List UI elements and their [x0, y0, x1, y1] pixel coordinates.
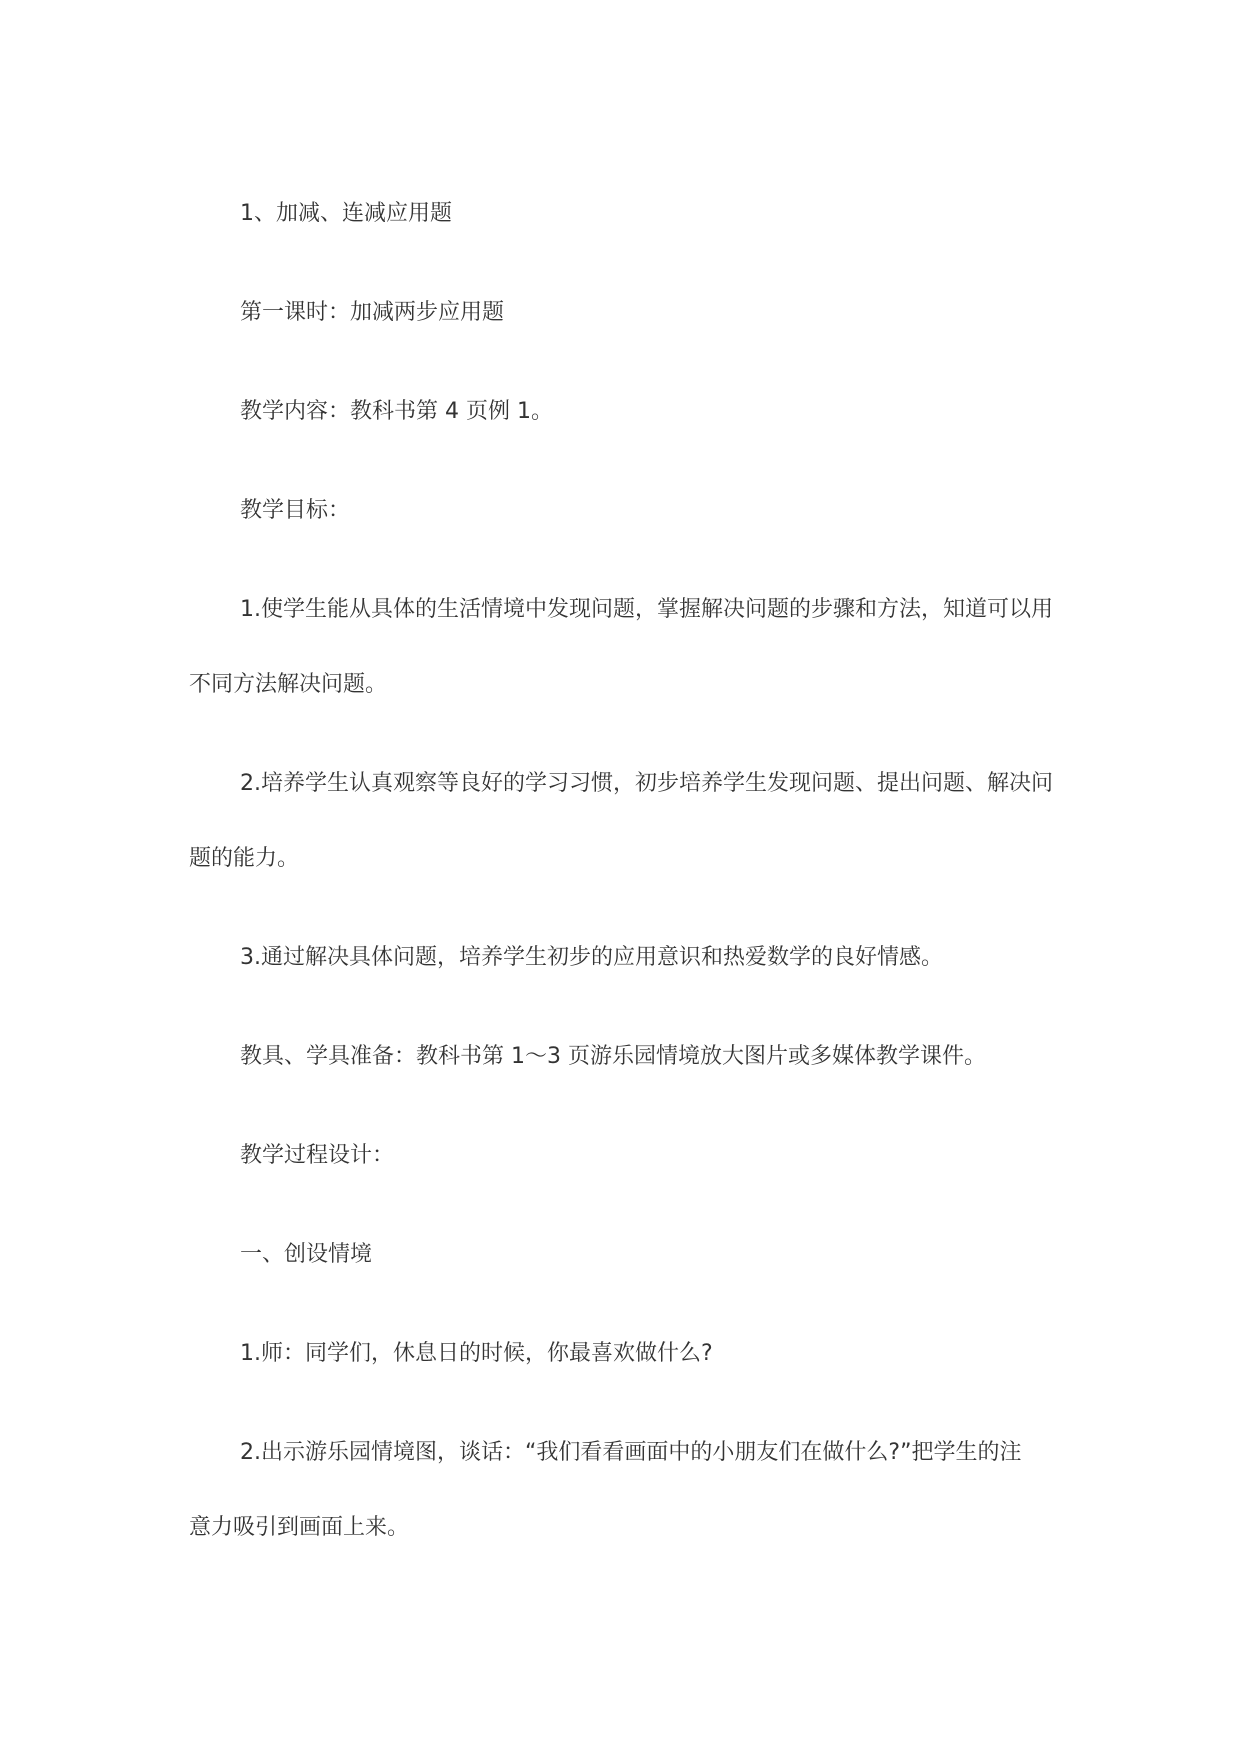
text-line: 教学过程设计： [240, 1143, 395, 1168]
teaching-content [189, 374, 1091, 449]
text-line: 1、加减、连减应用题 [240, 201, 452, 226]
text-line: 第一课时：加减两步应用题 [240, 300, 505, 325]
lesson-title [189, 275, 1091, 350]
text-line: 不同方法解决问题。 [189, 672, 388, 697]
text-line: 2.培养学生认真观察等良好的学习习惯，初步培养学生发现问题、提出问题、解决问 [240, 771, 1053, 796]
text-line: 意力吸引到画面上来。 [189, 1515, 410, 1540]
teaching-goals-heading [189, 473, 1091, 548]
text-line: 教学内容：教科书第 4 页例 1。 [240, 399, 553, 424]
text-line: 3.通过解决具体问题，培养学生初步的应用意识和热爱数学的良好情感。 [240, 945, 943, 970]
step-heading [189, 1217, 1091, 1292]
text-line: 教学目标： [240, 498, 351, 523]
step-item-1 [189, 1316, 1091, 1391]
section-title [189, 176, 1091, 251]
text-line: 一、创设情境 [240, 1242, 373, 1267]
goal-item-3 [189, 920, 1091, 995]
text-line: 1.师：同学们，休息日的时候，你最喜欢做什么? [240, 1341, 713, 1366]
text-line: 2.出示游乐园情境图，谈话：“我们看看画面中的小朋友们在做什么?”把学生的注 [240, 1440, 1022, 1465]
process-heading [189, 1118, 1091, 1193]
goal-item-1 [189, 572, 1091, 722]
step-item-2 [189, 1415, 1091, 1565]
text-line: 教具、学具准备：教科书第 1～3 页游乐园情境放大图片或多媒体教学课件。 [240, 1044, 986, 1069]
materials-preparation [189, 1019, 1091, 1094]
goal-item-2 [189, 746, 1091, 896]
text-line: 1.使学生能从具体的生活情境中发现问题，掌握解决问题的步骤和方法，知道可以用 [240, 597, 1053, 622]
text-line: 题的能力。 [189, 846, 300, 871]
